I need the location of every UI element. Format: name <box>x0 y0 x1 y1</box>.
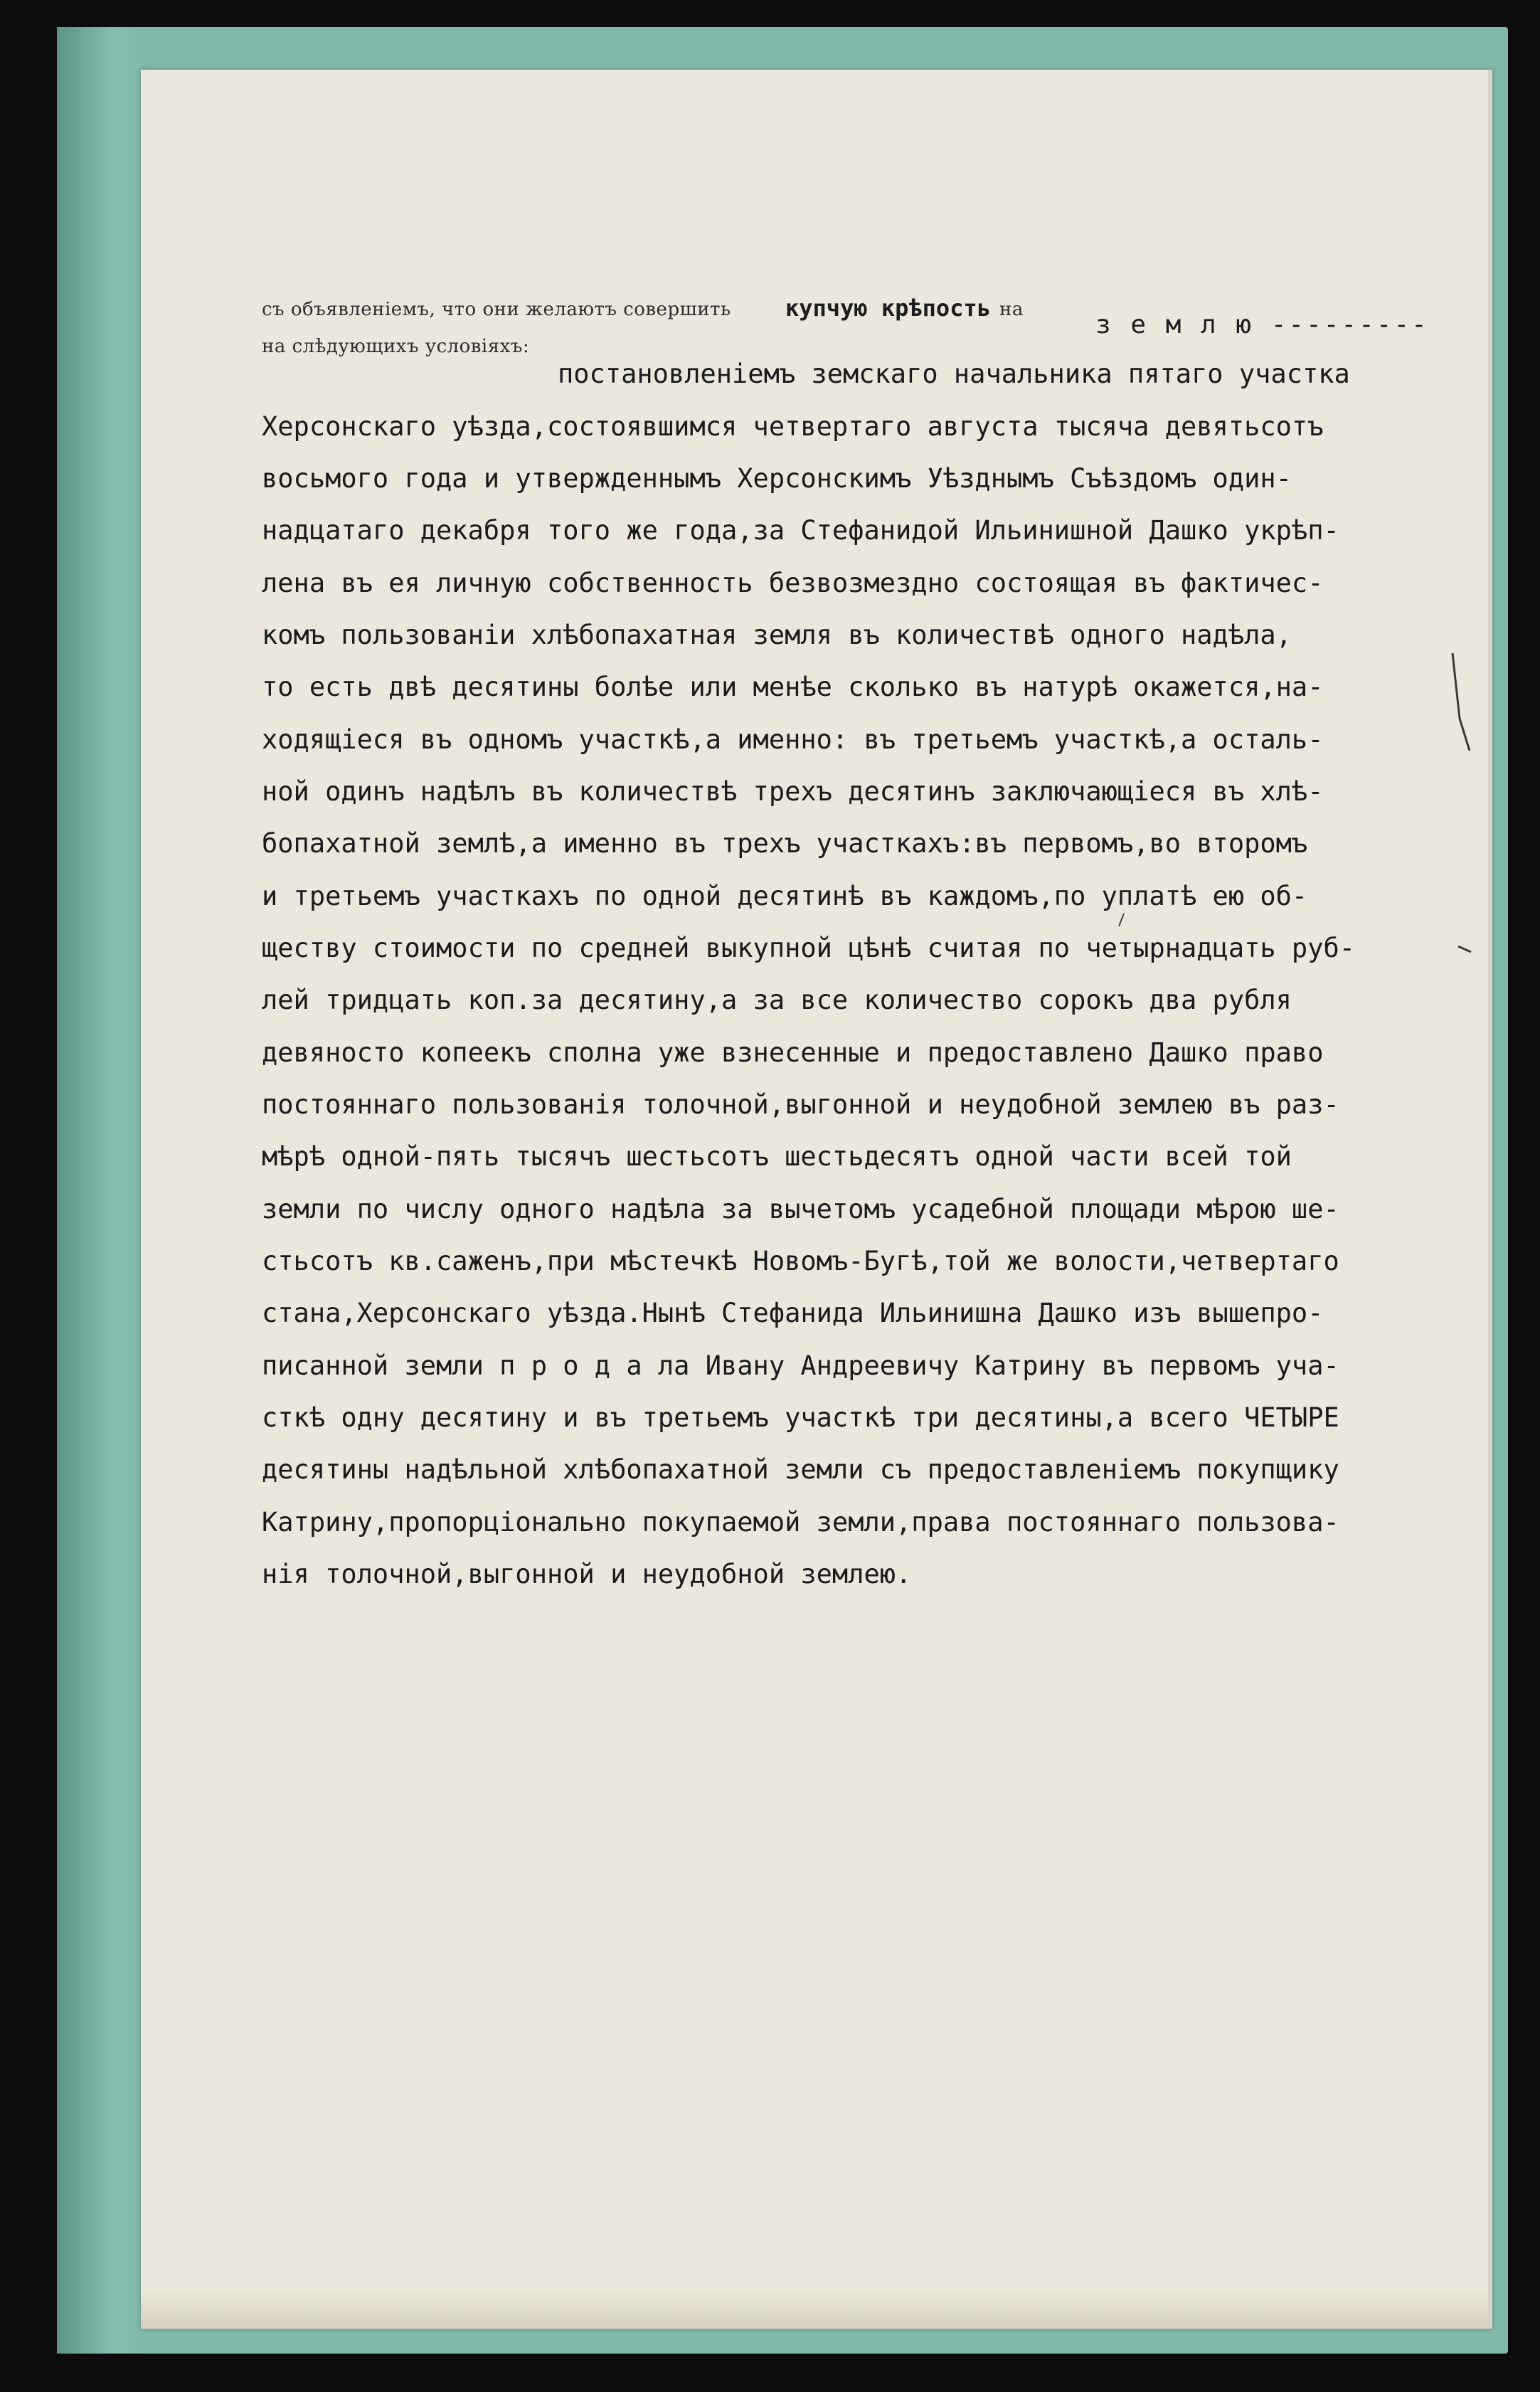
deed-type-field: купчую крѣпость <box>785 295 991 322</box>
typed-line-19: стана,Херсонскаго уѣзда.Нынѣ Стефанида Ильинишна Дашко изъ вышепро- <box>262 1298 1324 1328</box>
typed-line-1: постановленіемъ земскаго начальника пятаго участка <box>558 359 1350 389</box>
typed-line-16: мѣрѣ одной-пять тысячъ шестьсотъ шестьдесятъ одной части всей той <box>262 1141 1292 1172</box>
typed-line-23: Катрину,пропорціонально покупаемой земли,права постояннаго пользова- <box>262 1507 1339 1538</box>
typed-line-6: комъ пользованіи хлѣбопахатная земля въ количествѣ одного надѣла, <box>262 620 1292 650</box>
deed-object-field: з е м л ю --------- <box>1095 310 1429 339</box>
typed-line-14: девяносто копеекъ сполна уже взнесенные и предоставлено Дашко право <box>262 1037 1324 1068</box>
printed-form-text-on: на <box>999 299 1024 320</box>
typed-line-12: ществу стоимости по средней выкупной цѣнѣ считая по четырнадцать руб- <box>262 933 1356 963</box>
typed-line-7: то есть двѣ десятины болѣе или менѣе сколько въ натурѣ окажется,на- <box>262 672 1324 702</box>
typed-line-10: бопахатной землѣ,а именно въ трехъ участкахъ:въ первомъ,во второмъ <box>262 828 1308 859</box>
typed-line-11: и третьемъ участкахъ по одной десятинѣ въ каждомъ,по уплатѣ ею об- <box>262 881 1308 911</box>
paper-bottom-stain <box>141 2291 1492 2329</box>
typed-line-13: лей тридцать коп.за десятину,а за все количество сорокъ два рубля <box>262 985 1292 1015</box>
typed-line-20: писанной земли п р о д а ла Ивану Андреевичу Катрину въ первомъ уча- <box>262 1350 1339 1381</box>
folder-edge-shadow <box>57 27 149 2354</box>
typed-line-18: стьсотъ кв.саженъ,при мѣстечкѣ Новомъ-Бугѣ,той же волости,четвертаго <box>262 1246 1339 1276</box>
typed-line-4: надцатаго декабря того же года,за Стефанидой Ильинишной Дашко укрѣп- <box>262 515 1339 546</box>
typed-line-21: сткѣ одну десятину и въ третьемъ участкѣ три десятины,а всего ЧЕТЫРЕ <box>262 1402 1339 1433</box>
typed-line-15: постояннаго пользованія толочной,выгонной и неудобной землею въ раз- <box>262 1089 1339 1120</box>
typed-line-3: восьмого года и утвержденнымъ Херсонскимъ Уѣзднымъ Съѣздомъ один- <box>262 463 1292 494</box>
typed-line-17: земли по числу одного надѣла за вычетомъ усадебной площади мѣрою ше- <box>262 1194 1339 1224</box>
typed-line-24: нія толочной,выгонной и неудобной землею. <box>262 1559 912 1589</box>
typed-line-5: лена въ ея личную собственность безвозмездно состоящая въ фактичес- <box>262 568 1324 598</box>
typed-line-22: десятины надѣльной хлѣбопахатной земли съ предоставленіемъ покупщику <box>262 1454 1339 1485</box>
printed-form-text-1: съ объявленіемъ, что они желаютъ совершить <box>262 299 731 320</box>
typed-line-2: Херсонскаго уѣзда,состоявшимся четвертаго августа тысяча девятьсотъ <box>262 411 1324 442</box>
typed-line-8: ходящіеся въ одномъ участкѣ,а именно: въ третьемъ участкѣ,а осталь- <box>262 724 1324 755</box>
printed-form-text-2: на слѣдующихъ условіяхъ: <box>262 336 530 357</box>
typed-line-9: ной одинъ надѣлъ въ количествѣ трехъ десятинъ заключающіеся въ хлѣ- <box>262 776 1324 807</box>
